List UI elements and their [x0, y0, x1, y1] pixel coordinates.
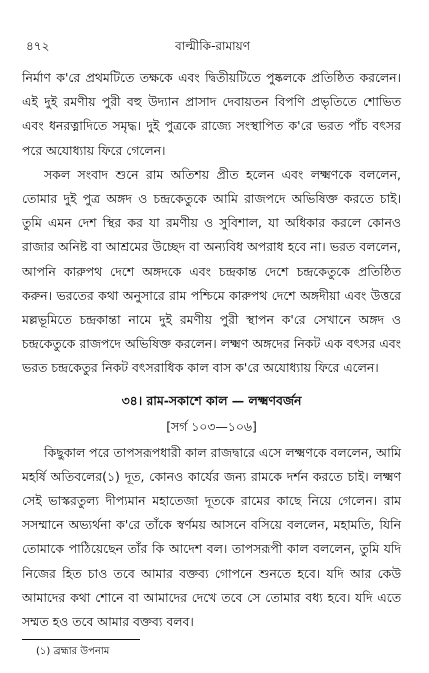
page-number: ৪৭২	[26, 39, 50, 53]
paragraph-2: সকল সংবাদ শুনে রাম অতিশয় প্রীত হলেন এবং লক্ষ্মণকে বললেন, তোমার দুই পুত্র অঙ্গদ ও চন্দ্রকেতুকে আমি রাজপদে অভিষিক্ত করতে চাই। তুমি এমন দেশ স্থির কর যা রমণীয় ও সুবিশাল, যা অধিকার করলে কোনও রাজার অনিষ্ট বা আশ্রমের উচ্ছেদ বা অন্যবিধ অপরাধ হবে না। ভরত বললেন, আপনি কারুপথ দেশে অঙ্গদকে এবং চন্দ্রকান্ত দেশে চন্দ্রকেতুকে প্রতিষ্ঠিত করুন। ভরতের কথা অনুসারে রাম পশ্চিমে কারুপথ দেশে অঙ্গদীয়া এবং উত্তরে মল্লভূমিতে চন্দ্রকান্তা নামে দুই রমণীয় পুরী স্থাপন ক'রে সেখানে অঙ্গদ ও চন্দ্রকেতুকে রাজপদে অভিষিক্ত করলেন। লক্ষ্মণ অঙ্গদের নিকট এক বৎসর এবং ভরত চন্দ্রকেতুর নিকট বৎসরাধিক কাল বাস ক'রে অযোধ্যায় ফিরে এলেন।	[22, 166, 401, 376]
page-header	[26, 38, 399, 56]
footnote: (১) ব্রহ্মার উপনাম	[36, 646, 110, 657]
sarga-range: [সর্গ ১০৩—১০৬]	[166, 418, 257, 434]
footnote-divider	[22, 639, 140, 640]
running-title: বাল্মীকি-রামায়ণ	[175, 39, 250, 53]
section-paragraph: কিছুকাল পরে তাপসরূপধারী কাল রাজদ্বারে এসে লক্ষ্মণকে বললেন, আমি মহর্ষি অতিবলের(১) দূত, কোনও কার্যের জন্য রামকে দর্শন করতে চাই। লক্ষ্মণ সেই ভাস্করতুল্য দীপ্যমান মহাতেজা দূতকে রামের কাছে নিয়ে গেলেন। রাম সসম্মানে অভ্যর্থনা ক'রে তাঁকে স্বর্ণময় আসনে বসিয়ে বললেন, মহামতি, যিনি তোমাকে পাঠিয়েছেন তাঁর কি আদেশ বল। তাপসরূপী কাল বললেন, তুমি যদি নিজের হিত চাও তবে আমার বক্তব্য গোপনে শুনতে হবে। যদি আর কেউ আমাদের কথা শোনে বা আমাদের দেখে তবে সে তোমার বধ্য হবে। যদি এতে সম্মত হও তবে আমার বক্তব্য বলব।	[22, 444, 401, 630]
section-title: ৩৪। রাম-সকাশে কাল — লক্ষ্মণবর্জন	[121, 392, 302, 408]
paragraph-1: নির্মাণ ক'রে প্রথমটিতে তক্ষকে এবং দ্বিতীয়টিতে পুষ্কলকে প্রতিষ্ঠিত করলেন। এই দুই রমণীয় পুরী বহু উদ্যান প্রাসাদ দেবায়তন বিপণি প্রভৃতিতে শোভিত এবং ধনরত্নাদিতে সমৃদ্ধ। দুই পুত্রকে রাজ্যে সংস্থাপিত ক'রে ভরত পাঁচ বৎসর পরে অযোধ্যায় ফিরে গেলেন।	[22, 70, 401, 158]
page-body	[22, 66, 401, 634]
